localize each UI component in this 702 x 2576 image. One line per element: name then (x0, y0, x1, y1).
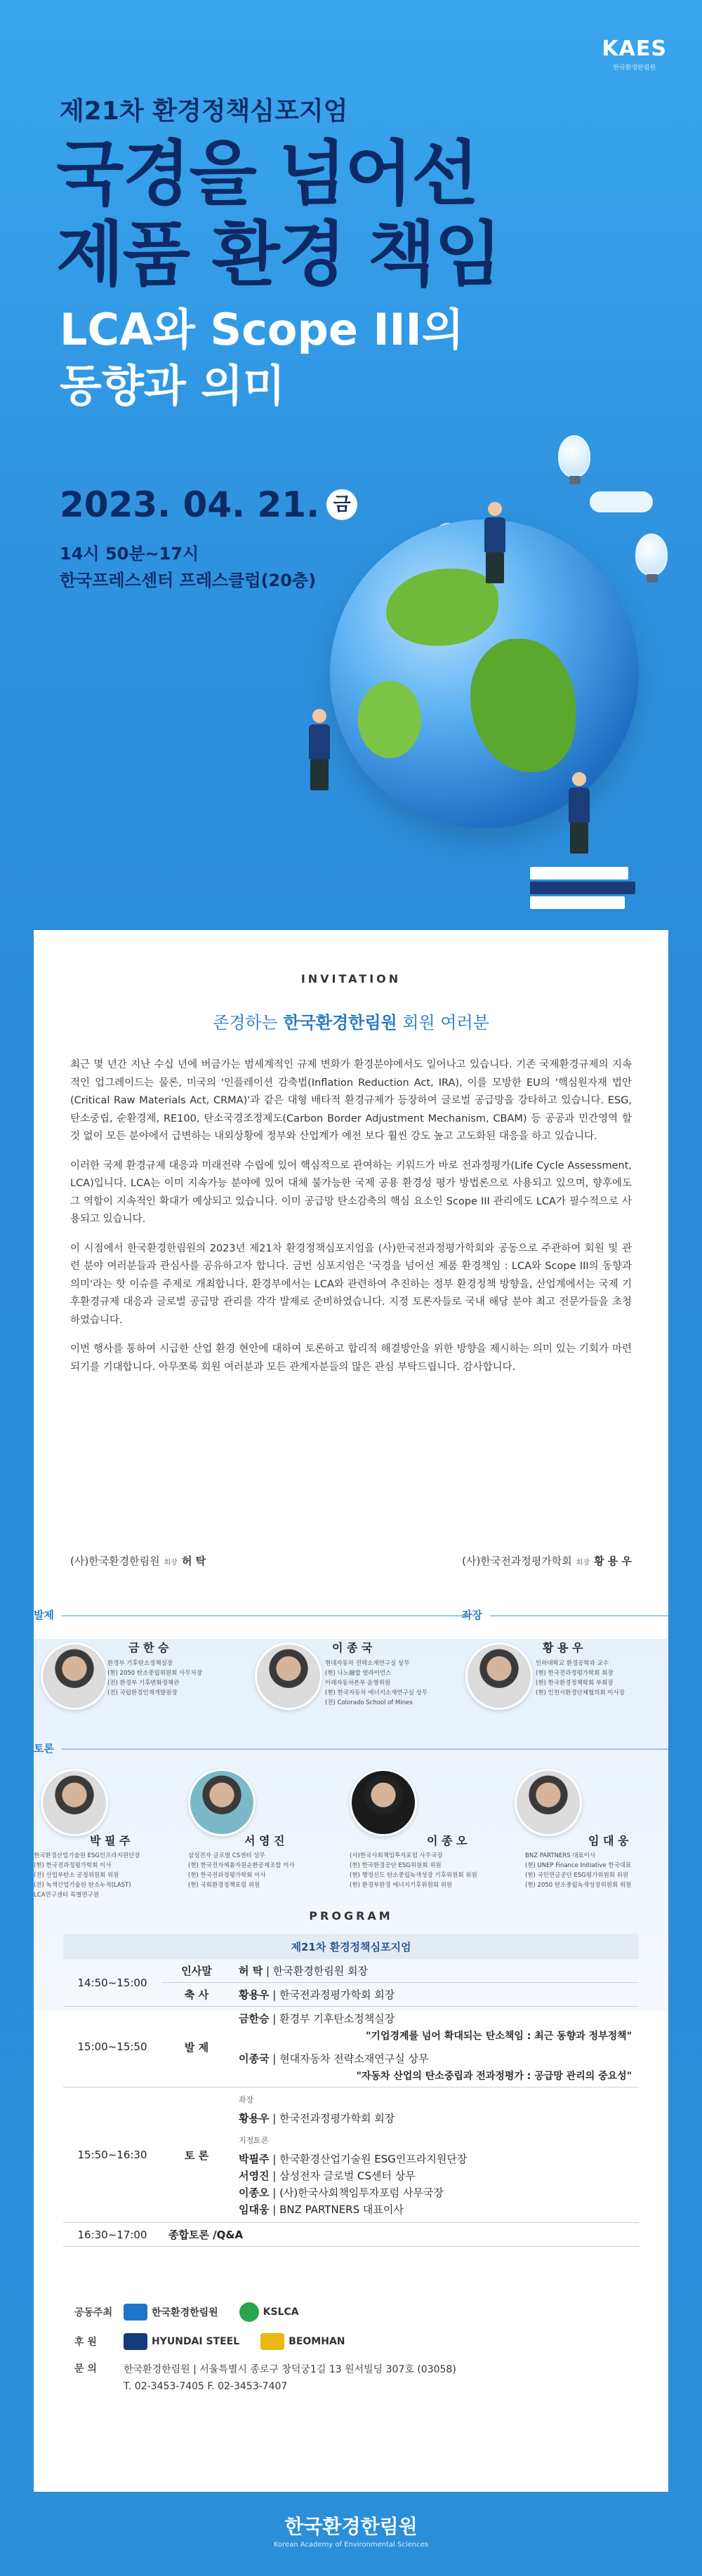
speaker-name: 황 용 우 (543, 1641, 583, 1654)
brand-text: KAES (602, 36, 667, 61)
hyundai-logo-icon (124, 2333, 147, 2350)
speaker-info: 인하대학교 환경공학과 교수 (현) 한국전과정평가학회 회장 (현) 한국환경정책학회 부회장 (현) 인천시환경단체협의회 이사장 (536, 1660, 625, 1697)
avatar (41, 1642, 108, 1710)
sign-name: 허 탁 (181, 1555, 206, 1567)
bottom-logo (0, 2511, 702, 2549)
event-date (60, 484, 357, 525)
speaker-name: 임 대 웅 (588, 1834, 629, 1847)
invitation-label: INVITATION (300, 972, 402, 985)
invitation-card (34, 930, 668, 2492)
contact-row (74, 2361, 636, 2395)
speaker-name: 이 종 국 (332, 1641, 373, 1654)
avatar (41, 1769, 108, 1836)
speaker-name: 이 종 오 (427, 1834, 468, 1847)
time-cell: 16:30~17:00 (63, 2223, 161, 2247)
signatures (70, 1553, 632, 1568)
sign-role: 회장 (576, 1559, 590, 1567)
greeting-org: 한국환경한림원 (283, 1013, 397, 1033)
books-stack-icon (530, 867, 635, 911)
avatar (465, 1642, 533, 1710)
divider (62, 1748, 668, 1750)
speaker-info: (사)한국사회책임투자포럼 사무국장 (현) 한국환경공단 ESG위원회 위원 (현) 행정신도 탄소중립녹색성장 기후위원회 위원 (현) 환경부환경 에너지기후위원회 위원 (350, 1852, 477, 1889)
sponsor-row (74, 2333, 636, 2350)
present-label: 발제 (34, 1609, 54, 1621)
greeting-post: 회원 여러분 (397, 1013, 489, 1033)
type-cell: 종합토론 /Q&A (161, 2223, 639, 2247)
speaker-name: 박 필 주 (90, 1834, 131, 1847)
host-logo-kslca: KSLCA (239, 2302, 299, 2322)
type-cell: 축 사 (161, 1983, 232, 2007)
time-cell: 15:50~16:30 (63, 2087, 161, 2223)
bottom-sub: Korean Academy of Environmental Sciences (273, 2541, 429, 2549)
invitation-body (70, 1056, 632, 1388)
speaker-info: BNZ PARTNERS 대표이사 (현) UNEP Finance Initiative 한국대표 (현) 국민연금공단 ESG평가위원회 위원 (현) 2050 탄소중립녹색성장위원회 위원 (525, 1852, 632, 1889)
paragraph: 이번 행사를 통하여 시급한 산업 환경 현안에 대하여 토론하고 합리적 해결방안을 위한 방향을 제시하는 의미 있는 기회가 마련되기를 기대합니다. 아무쪼록 회원 여러분과 모든 관계자분들의 많은 관심 부탁드립니다. 감사합니다. (70, 1343, 632, 1373)
avatar (515, 1769, 582, 1836)
table-row (63, 2087, 639, 2223)
lightbulb-icon (558, 435, 590, 477)
day-badge: 금 (326, 489, 357, 520)
type-cell: 인사말 (161, 1959, 232, 1983)
sign-name: 황 용 우 (594, 1555, 632, 1567)
event-time-venue (60, 540, 316, 594)
detail-cell: 좌장 황용우 | 한국전과정평가학회 회장 지정토론 박필주 | 한국환경산업기술원 ESG인프라지원단장 서영진 | 삼성전자 글로벌 CS센터 상무 이종오 | (사)한국사회책임투자포럼 사무국장 임대웅 | BNZ PARTNERS 대표이사 (232, 2087, 639, 2223)
title-line-1: 국경을 넘어선 (56, 133, 478, 215)
paragraph: 이러한 국제 환경규제 대응과 미래전략 수립에 있어 핵심적으로 관여하는 키워드가 바로 전과정평가(Life Cycle Assessment, LCA)입니다. LCA는 이미 지속가능 분야에 있어 대체 불가능한 국제 공용 환경성 평가 방법론으로 사용되고 있으며, 향후에도 그 역할이 지속적인 확대가 예상되고 있습니다. 이미 공급망 탄소감축의 핵심 요소인 Scope III 관리에도 LCA가 필수적으로 사용되고 있습니다. (70, 1160, 632, 1225)
cloud-shape (590, 491, 653, 512)
speaker-name: 서 영 진 (244, 1834, 285, 1847)
sub-title (60, 302, 464, 414)
sign-org: (사)한국환경한림원 (70, 1555, 160, 1567)
brand-sub: 한국환경한림원 (613, 65, 656, 72)
speaker-info: 삼성전자 글로벌 CS센터 상무 (현) 한국전자제품자원순환공제조합 이사 (현) 한국전과정평가학회 이사 (현) 국회환경정책포럼 위원 (188, 1852, 295, 1889)
host-row (74, 2302, 636, 2322)
lightbulb-icon (635, 533, 668, 576)
subtitle-line-1: LCA와 Scope III의 (60, 304, 464, 355)
host-label: 공동주최 (74, 2307, 113, 2318)
contact-label: 문 의 (74, 2363, 97, 2375)
speaker-info: 환경부 기후탄소정책실장 (현) 2050 탄소중립위원회 사무처장 (전) 환경부 기후변화정책관 (전) 국립환경인재개발원장 (107, 1660, 202, 1697)
program-label: PROGRAM (309, 1909, 393, 1923)
date-text: 2023. 04. 21. (60, 484, 320, 525)
table-row (63, 2007, 639, 2087)
kaes-logo-icon (124, 2304, 147, 2321)
speaker-info: 현대자동차 전략소재연구실 상무 (현) 나노融합 얼라이언스 이레자동차본부 운영위원 (현) 한국자동차 에너지소재연구실 상무 (전) Colorado School of Mines (325, 1660, 428, 1706)
speakers-section (34, 1590, 668, 1983)
person-figure-icon (569, 772, 590, 854)
avatar (350, 1769, 417, 1836)
person-figure-icon (484, 502, 505, 583)
signature-left (70, 1553, 206, 1568)
table-header-row (63, 1934, 639, 1959)
host-logo-kaes: 한국환경한림원 (124, 2304, 218, 2321)
program-table (63, 1934, 639, 2247)
time-cell: 14:50~15:00 (63, 1959, 161, 2007)
time-cell: 15:00~15:50 (63, 2007, 161, 2087)
symposium-name: 제21차 환경정책심포지엄 (60, 97, 348, 126)
speaker-name: 금 한 승 (128, 1641, 169, 1654)
paragraph: 최근 몇 년간 지난 수십 년에 버금가는 범세계적인 규제 변화가 환경분야에서도 일어나고 있습니다. 기존 국제환경규제의 지속적인 업그레이드는 물론, 미국의 '인플레이션 감축법(Inflation Reduction Act, IRA), 이를 모방한 EU의 '핵심원자재 법안(Critical Raw Materials Act, CRMA)'과 같은 대형 배타적 환경규제가 등장하여 글로벌 공급망을 강타하고 있습니다. ESG, 탄소중립, 순환경제, RE100, 탄소국경조정제도(Carbon Border Adjustment Mechanism, CBAM) 등 공공과 민간영역 할 것 없이 모든 분야에서 급변하는 내외상황에 정부와 산업계가 예전 보다 훨씬 강도 높고 고도화된 대응을 하고 있습니다. (70, 1059, 632, 1142)
person-figure-icon (309, 709, 330, 790)
footer-info (74, 2302, 636, 2406)
greeting-pre: 존경하는 (213, 1013, 284, 1033)
table-row (63, 1959, 639, 1983)
signature-right (462, 1553, 632, 1568)
kslca-logo-icon (239, 2302, 259, 2322)
contact-text: 한국환경한림원 | 서울특별시 종로구 창덕궁1길 13 원서빌딩 307호 (03058) T. 02-3453-7405 F. 02-3453-7407 (124, 2364, 456, 2392)
kaes-logo (602, 36, 667, 72)
divider (62, 1615, 469, 1616)
paragraph: 이 시점에서 한국환경한림원의 2023년 제21차 환경정책심포지엄을 (사)한국전과정평가학회와 공동으로 주관하여 회원 및 관련 분야 여러분들과 관심사를 공유하고자 합니다. 금번 심포지엄은 '국경을 넘어선 제품 환경책임 : LCA와 Scope III의 동향과 의미'라는 핫 이슈를 주제로 개최합니다. 환경부에서는 LCA와 관련하여 추진하는 정부 환경정책 방향을, 산업계에서는 국제 기후환경규제 대응과 글로벌 공급망 관리를 각각 발제로 준비하였습니다. 지정 토론자들로 국내 해당 분야 최고 전문가들을 초청하였습니다. (70, 1242, 632, 1326)
subtitle-line-2: 동향과 의미 (60, 360, 286, 411)
sponsor-logo-hyundai: HYUNDAI STEEL (124, 2333, 239, 2350)
speaker-info: 한국환경산업기술원 ESG인프라지원단장 (현) 한국전과정평가학회 이사 (전) 산업부탄소 공정위원회 위원 (전) 녹색산업기술원 탄소누적(LAST) LCA연구센터 특별연구원 (34, 1852, 140, 1899)
title-line-2: 제품 환경 책임 (56, 213, 501, 296)
event-time: 14시 50분~17시 (60, 544, 199, 564)
detail-cell: 금한승 | 환경부 기후탄소정책실장 "기업경계를 넘어 확대되는 탄소책임 : 최근 동향과 정부정책" 이종국 | 현대자동차 전략소재연구실 상무 "자동차 산업의 탄소중립과 전과정평가 : 공급망 관리의 중요성" (232, 2007, 639, 2087)
type-cell: 토 론 (161, 2087, 232, 2223)
hero-section (0, 0, 702, 927)
program-header: 제21차 환경정책심포지엄 (63, 1934, 639, 1959)
avatar (188, 1769, 256, 1836)
sponsor-logo-beomhan: BEOMHAN (260, 2333, 345, 2350)
divider (490, 1615, 668, 1616)
detail-cell: 황용우 | 한국전과정평가학회 회장 (232, 1983, 639, 2007)
panel-label: 토론 (34, 1742, 54, 1755)
sign-org: (사)한국전과정평가학회 (462, 1555, 572, 1567)
chair-label: 좌장 (462, 1609, 482, 1621)
table-row (63, 2223, 639, 2247)
detail-cell: 허 탁 | 한국환경한림원 회장 (232, 1959, 639, 1983)
bottom-brand: 한국환경한림원 (284, 2515, 418, 2538)
type-cell: 발 제 (161, 2007, 232, 2087)
greeting (34, 1009, 668, 1033)
avatar (255, 1642, 322, 1710)
sponsor-label: 후 원 (74, 2337, 97, 2348)
sign-role: 회장 (164, 1559, 178, 1567)
event-venue: 한국프레스센터 프레스클럽(20층) (60, 571, 317, 590)
main-title (56, 133, 501, 295)
beomhan-logo-icon (260, 2333, 284, 2350)
